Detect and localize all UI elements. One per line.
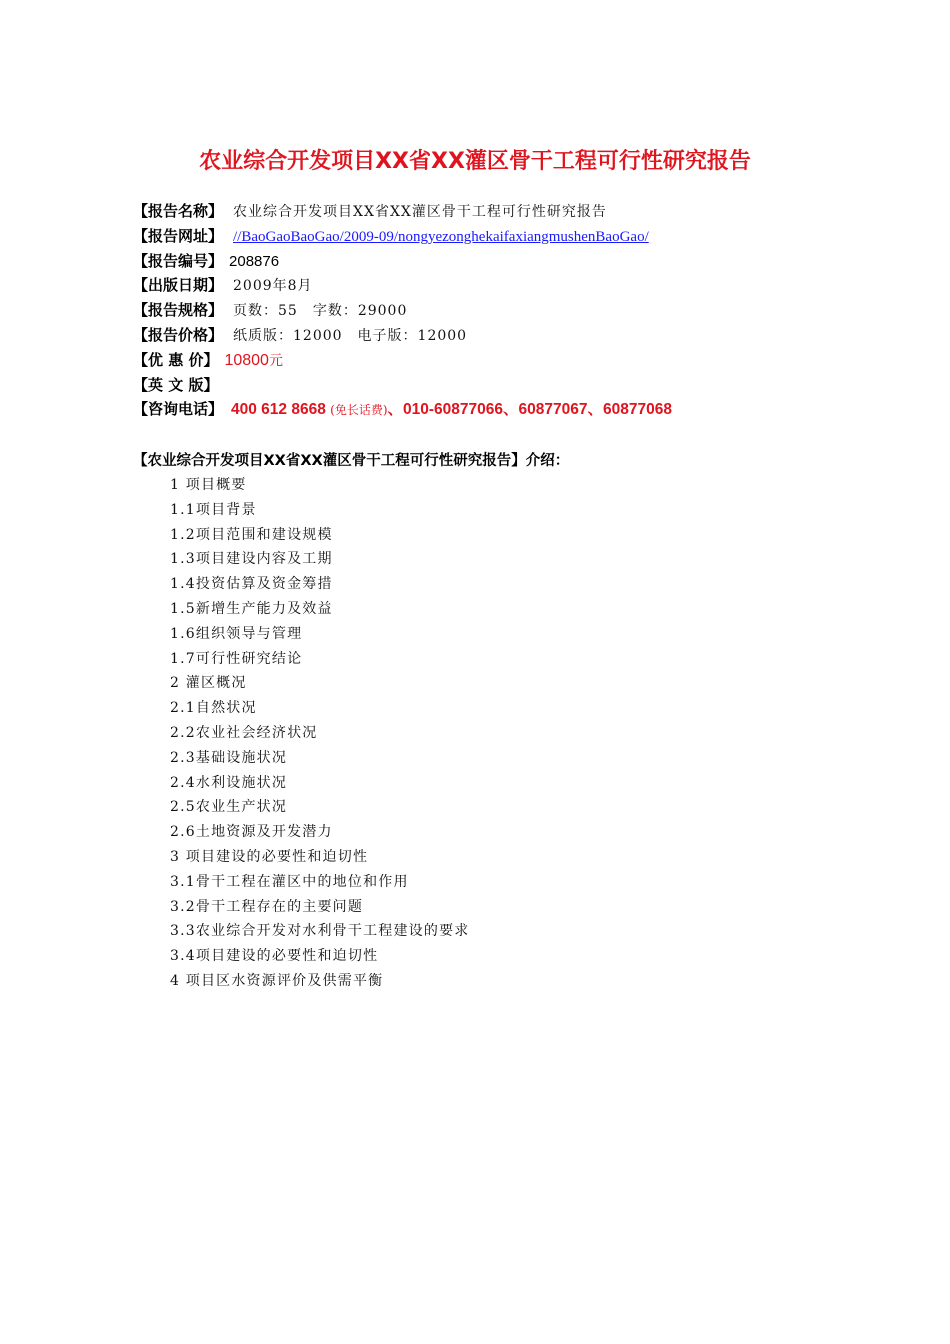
discount-price-number: 10800	[224, 351, 269, 369]
meta-row-spec	[133, 298, 853, 323]
report-title: 农业综合开发项目XX省XX灌区骨干工程可行性研究报告	[199, 149, 751, 174]
report-price-label: 【报告价格】	[133, 325, 224, 344]
toc-item: 3 项目建设的必要性和迫切性	[170, 848, 369, 865]
meta-row-name	[133, 199, 853, 224]
toc-item: 4 项目区水资源评价及供需平衡	[170, 972, 384, 989]
toc-item: 3.1骨干工程在灌区中的地位和作用	[170, 873, 409, 890]
toc-item: 2.6土地资源及开发潜力	[170, 824, 333, 841]
phone-note: (免长话费)	[330, 403, 388, 418]
toc-item: 1.7可行性研究结论	[170, 650, 303, 667]
toc-item: 2.1自然状况	[170, 700, 257, 717]
toc-item: 1.2项目范围和建设规模	[170, 526, 333, 543]
report-number-label: 【报告编号】	[133, 251, 224, 270]
phone-rest: 、010-60877066、60877067、60877068	[387, 401, 672, 419]
meta-row-english	[133, 373, 853, 398]
intro-heading: 【农业综合开发项目XX省XX灌区骨干工程可行性研究报告】介绍：	[133, 453, 570, 469]
consult-phone-label: 【咨询电话】	[133, 400, 224, 419]
english-version-label: 【英 文 版】	[133, 375, 219, 394]
publish-date-label: 【出版日期】	[133, 276, 224, 295]
discount-price-unit: 元	[268, 352, 283, 369]
meta-row-phone	[133, 397, 853, 422]
report-spec-value: 页数：55 字数：29000	[233, 303, 408, 320]
report-name-label: 【报告名称】	[133, 202, 224, 220]
report-spec-label: 【报告规格】	[133, 301, 224, 320]
meta-row-price	[133, 323, 853, 348]
toc-item: 2.4水利设施状况	[170, 774, 288, 791]
report-name-value: 农业综合开发项目XX省XX灌区骨干工程可行性研究报告	[233, 204, 607, 220]
meta-row-number	[133, 249, 853, 274]
report-meta	[133, 199, 853, 422]
phone-main: 400 612 8668	[231, 401, 326, 419]
toc-item: 1.5新增生产能力及效益	[170, 600, 333, 617]
toc-item: 2 灌区概况	[170, 675, 247, 692]
report-url-link[interactable]: //BaoGaoBaoGao/2009-09/nongyezonghekaifaxiangmushenBaoGao/	[233, 228, 649, 245]
toc-item: 1.4投资估算及资金筹措	[170, 576, 333, 593]
publish-date-value: 2009年8月	[233, 278, 313, 295]
toc-item: 3.4项目建设的必要性和迫切性	[170, 948, 379, 965]
meta-row-url	[133, 224, 853, 249]
toc-item: 2.5农业生产状况	[170, 799, 288, 816]
toc-item: 1.1项目背景	[170, 501, 257, 518]
meta-row-date	[133, 273, 853, 298]
toc-item: 3.3农业综合开发对水利骨干工程建设的要求	[170, 923, 470, 940]
toc-item: 2.3基础设施状况	[170, 749, 288, 766]
report-price-value: 纸质版：12000 电子版：12000	[233, 327, 468, 344]
discount-price-label: 【优 惠 价】	[133, 350, 219, 369]
table-of-contents	[170, 473, 469, 994]
toc-item: 1 项目概要	[170, 477, 247, 493]
toc-item: 2.2农业社会经济状况	[170, 724, 318, 741]
report-number-value: 208876	[229, 252, 280, 270]
toc-item: 3.2骨干工程存在的主要问题	[170, 898, 364, 915]
consult-phone-value	[231, 401, 672, 418]
toc-item: 1.6组织领导与管理	[170, 625, 303, 642]
meta-row-discount	[133, 348, 853, 373]
report-url-label: 【报告网址】	[133, 226, 224, 245]
toc-item: 1.3项目建设内容及工期	[170, 551, 333, 568]
